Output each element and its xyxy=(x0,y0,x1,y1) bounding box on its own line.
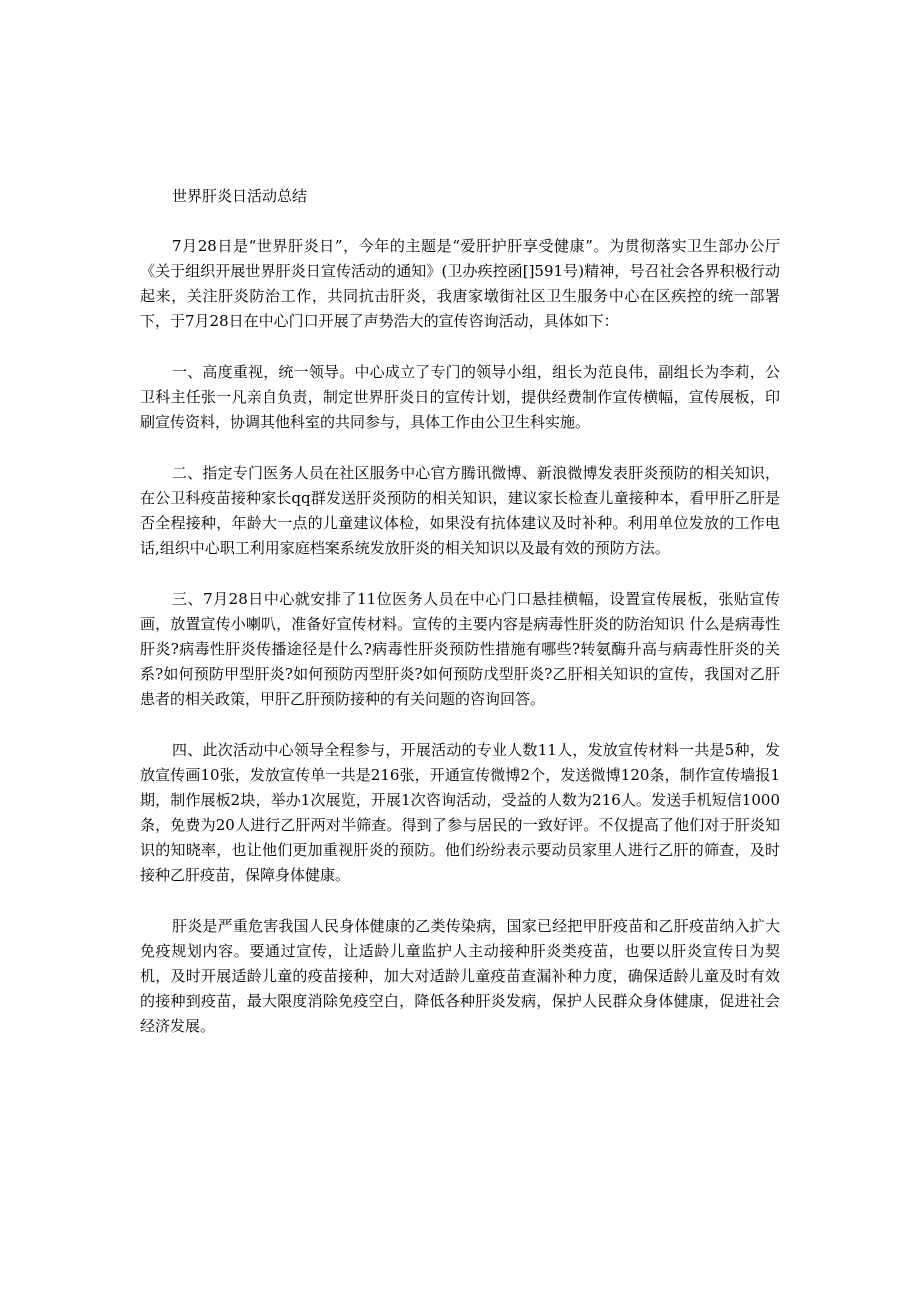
document-title: 世界肝炎日活动总结 xyxy=(172,187,308,205)
section-four-paragraph: 四、此次活动中心领导全程参与，开展活动的专业人数11人，发放宣传材料一共是5种，发放宣传画10张，发放宣传单一共是216张，开通宣传微博2个，发送微博120条，制作宣传墙报1期，制作展板2块，举办1次展览，开展1次咨询活动，受益的人数为216人。发送手机短信1000条，免费为20人进行乙肝两对半筛查。得到了参与居民的一致好评。不仅提高了他们对于肝炎知识的知晓率，也让他们更加重视肝炎的预防。他们纷纷表示要动员家里人进行乙肝的筛查，及时接种乙肝疫苗，保障身体健康。 xyxy=(140,741,780,884)
section-two-paragraph: 二、指定专门医务人员在社区服务中心官方腾讯微博、新浪微博发表肝炎预防的相关知识，在公卫科疫苗接种家长qq群发送肝炎预防的相关知识，建议家长检查儿童接种本，看甲肝乙肝是否全程接种，年龄大一点的儿童建议体检，如果没有抗体建议及时补种。利用单位发放的工作电话,组织中心职工利用家庭档案系统发放肝炎的相关知识以及最有效的预防方法。 xyxy=(140,464,780,557)
section-three-paragraph: 三、7月28日中心就安排了11位医务人员在中心门口悬挂横幅，设置宣传展板，张贴宣传画，放置宣传小喇叭，准备好宣传材料。宣传的主要内容是病毒性肝炎的防治知识 什么是病毒性肝炎?病毒性肝炎传播途径是什么?病毒性肝炎预防性措施有哪些?转氨酶升高与病毒性肝炎的关系?如何预防甲型肝炎?如何预防丙型肝炎?如何预防戊型肝炎?乙肝相关知识的宣传，我国对乙肝患者的相关政策，甲肝乙肝预防接种的有关问题的咨询回答。 xyxy=(140,590,780,708)
document-body xyxy=(140,183,780,1065)
conclusion-paragraph: 肝炎是严重危害我国人民身体健康的乙类传染病，国家已经把甲肝疫苗和乙肝疫苗纳入扩大免疫规划内容。要通过宣传，让适龄儿童监护人主动接种肝炎类疫苗，也要以肝炎宣传日为契机，及时开展适龄儿童的疫苗接种，加大对适龄儿童疫苗查漏补种力度，确保适龄儿童及时有效的接种到疫苗，最大限度消除免疫空白，降低各种肝炎发病，保护人民群众身体健康，促进社会经济发展。 xyxy=(140,917,780,1035)
section-one-paragraph: 一、高度重视，统一领导。中心成立了专门的领导小组，组长为范良伟，副组长为李莉，公卫科主任张一凡亲自负责，制定世界肝炎日的宣传计划，提供经费制作宣传横幅，宣传展板，印刷宣传资料，协调其他科室的共同参与，具体工作由公卫生科实施。 xyxy=(140,363,780,431)
intro-paragraph: 7月28日是“世界肝炎日”，今年的主题是“爱肝护肝享受健康”。为贯彻落实卫生部办公厅《关于组织开展世界肝炎日宣传活动的通知》(卫办疾控函[]591号)精神，号召社会各界积极行动起来，关注肝炎防治工作，共同抗击肝炎，我唐家墩街社区卫生服务中心在区疾控的统一部署下，于7月28日在中心门口开展了声势浩大的宣传咨询活动，具体如下： xyxy=(140,237,780,330)
